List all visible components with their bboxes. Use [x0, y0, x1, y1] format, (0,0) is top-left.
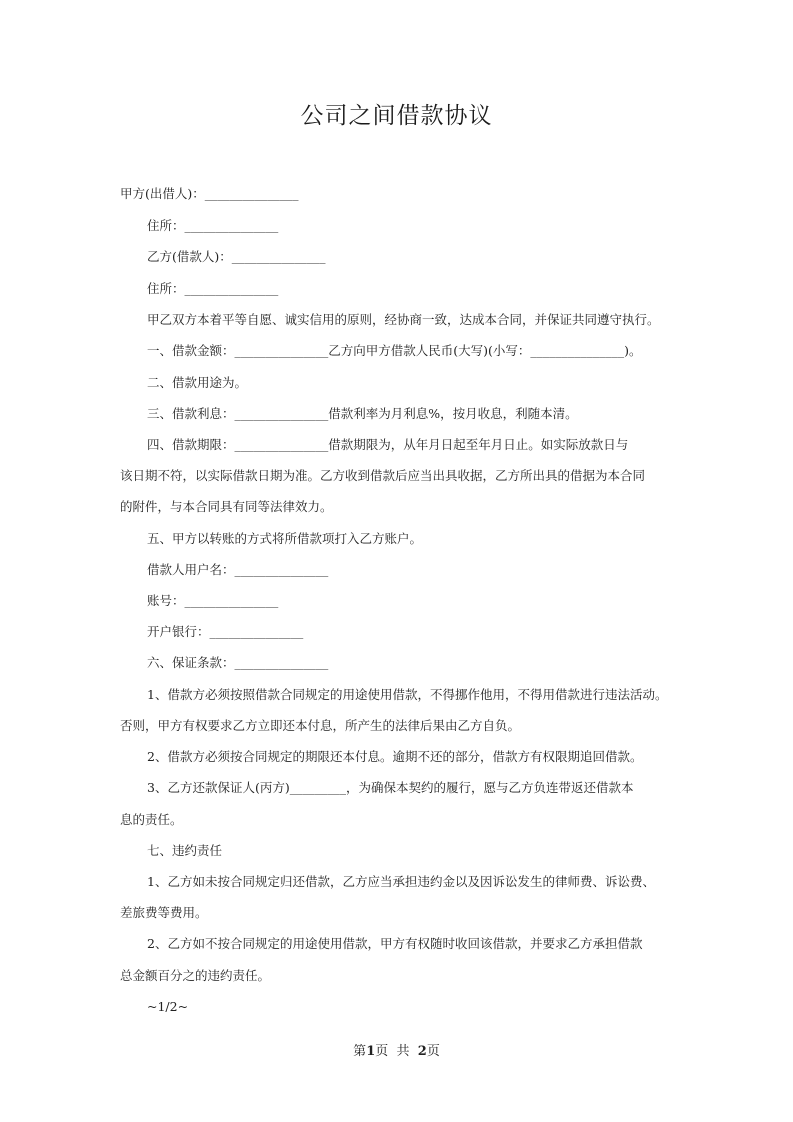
body-line: 差旅费等费用。 — [120, 905, 208, 920]
body-line: 总金额百分之的违约责任。 — [120, 968, 271, 983]
page-marker: ~1/2~ — [147, 999, 189, 1014]
body-line: 息的责任。 — [120, 812, 183, 827]
body-line: 否则，甲方有权要求乙方立即还本付息，所产生的法律后果由乙方自负。 — [120, 718, 521, 733]
body-line: 五、甲方以转账的方式将所借款项打入乙方账户。 — [147, 531, 423, 546]
body-line: 3、乙方还款保证人(丙方)_________，为确保本契约的履行，愿与乙方负连带返还借款本 — [147, 780, 634, 795]
body-line: 乙方(借款人)：_______________ — [147, 249, 326, 264]
body-line: 该日期不符，以实际借款日期为准。乙方收到借款后应当出具收据，乙方所出具的借据为本合同 — [120, 468, 646, 483]
body-line: 1、乙方如未按合同规定归还借款，乙方应当承担违约金以及因诉讼发生的律师费、诉讼费、 — [147, 874, 655, 889]
body-line: 借款人用户名：_______________ — [147, 562, 329, 577]
body-line: 2、乙方如不按合同规定的用途使用借款，甲方有权随时收回该借款，并要求乙方承担借款 — [147, 936, 643, 951]
body-line: 账号：_______________ — [147, 593, 279, 608]
body-line: 三、借款利息：_______________借款利率为月利息%，按月收息，利随本清。 — [147, 406, 578, 421]
body-line: 一、借款金额：_______________乙方向甲方借款人民币(大写)(小写：_______________)。 — [147, 343, 642, 358]
footer-middle: 页 共 — [375, 1044, 418, 1059]
body-line: 二、借款用途为。 — [147, 375, 248, 390]
body-line: 1、借款方必须按照借款合同规定的用途使用借款，不得挪作他用，不得用借款进行违法活动。 — [147, 687, 668, 702]
footer-total-pages: 2 — [417, 1044, 427, 1059]
page-footer — [0, 1043, 793, 1061]
body-line: 开户银行：_______________ — [147, 624, 304, 639]
page-title: 公司之间借款协议 — [300, 103, 493, 129]
body-line: 四、借款期限：_______________借款期限为，从年月日起至年月日止。如实际放款日与 — [147, 437, 629, 452]
body-line: 七、违约责任 — [147, 843, 223, 858]
body-line: 住所：_______________ — [147, 281, 279, 296]
body-line: 住所：_______________ — [147, 218, 279, 233]
body-line: 2、借款方必须按合同规定的期限还本付息。逾期不还的部分，借款方有权限期追回借款。 — [147, 749, 643, 764]
body-line: 甲方(出借人)：_______________ — [120, 186, 299, 201]
body-line: 六、保证条款：_______________ — [147, 655, 329, 670]
footer-prefix: 第 — [353, 1044, 367, 1059]
body-line: 甲乙双方本着平等自愿、诚实信用的原则，经协商一致，达成本合同，并保证共同遵守执行。 — [147, 312, 660, 327]
footer-current-page: 1 — [366, 1044, 376, 1059]
body-line: 的附件，与本合同具有同等法律效力。 — [120, 499, 333, 514]
footer-suffix: 页 — [426, 1044, 440, 1059]
